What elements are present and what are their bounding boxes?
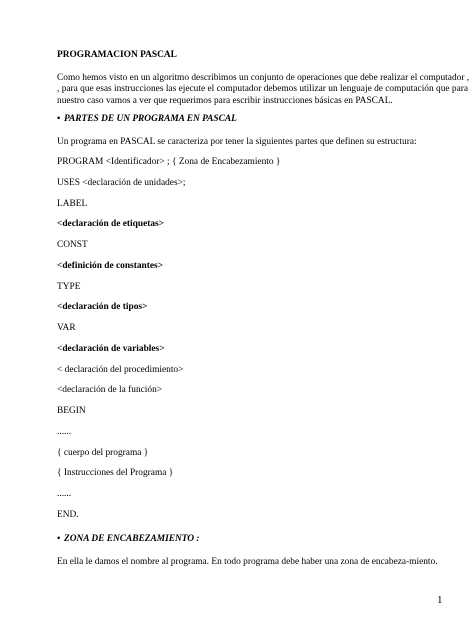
structure-line: VAR [57, 323, 76, 333]
section-body-text: En ella le damos el nombre al programa. En todo programa debe haber una zona de encabeza-miento. [57, 557, 438, 567]
structure-line: <declaración de etiquetas> [57, 219, 165, 230]
page-number: 1 [437, 594, 443, 606]
document-title: PROGRAMACION PASCAL [57, 50, 177, 60]
structure-line: < declaración del procedimiento> [57, 364, 184, 375]
intro-line: nuestro caso vamos a ver que requerimos para escribir instrucciones básicas en PASCAL. [57, 95, 393, 106]
section-heading-label: ZONA DE ENCABEZAMIENTO : [64, 534, 200, 544]
structure-line: ...... [57, 426, 72, 437]
structure-line: LABEL [57, 198, 88, 209]
structure-line: { cuerpo del programa } [57, 447, 149, 458]
structure-line: { Instrucciones del Programa } [57, 468, 174, 479]
intro-line: , para que esas instrucciones las ejecute el computador debemos utilizar un lenguaje de computación que para [57, 84, 469, 95]
structure-line: ...... [57, 489, 72, 499]
section-heading-label: PARTES DE UN PROGRAMA EN PASCAL [64, 114, 237, 124]
structure-line: BEGIN [57, 406, 86, 416]
structure-line: <declaración de tipos> [57, 302, 148, 313]
bullet-icon: • [57, 114, 61, 124]
structure-line: <definición de constantes> [57, 260, 163, 271]
structure-line: PROGRAM <Identificador> ; { Zona de Encabezamiento } [57, 157, 281, 167]
section-heading-header-zone [57, 534, 200, 545]
section-heading-parts [57, 114, 237, 125]
structure-line: TYPE [57, 281, 81, 292]
section-intro-text: Un programa en PASCAL se caracteriza por tener la siguientes partes que definen su estructura: [57, 137, 417, 147]
structure-line: CONST [57, 240, 88, 250]
structure-line: END. [57, 509, 79, 520]
structure-line: USES <declaración de unidades>; [57, 177, 186, 188]
intro-line: Como hemos visto en un algoritmo describimos un conjunto de operaciones que debe realizar el computador , [57, 73, 470, 83]
bullet-icon: • [57, 534, 61, 544]
structure-line: <declaración de la función> [57, 385, 163, 396]
intro-paragraph [57, 73, 470, 107]
structure-line: <declaración de variables> [57, 343, 165, 354]
